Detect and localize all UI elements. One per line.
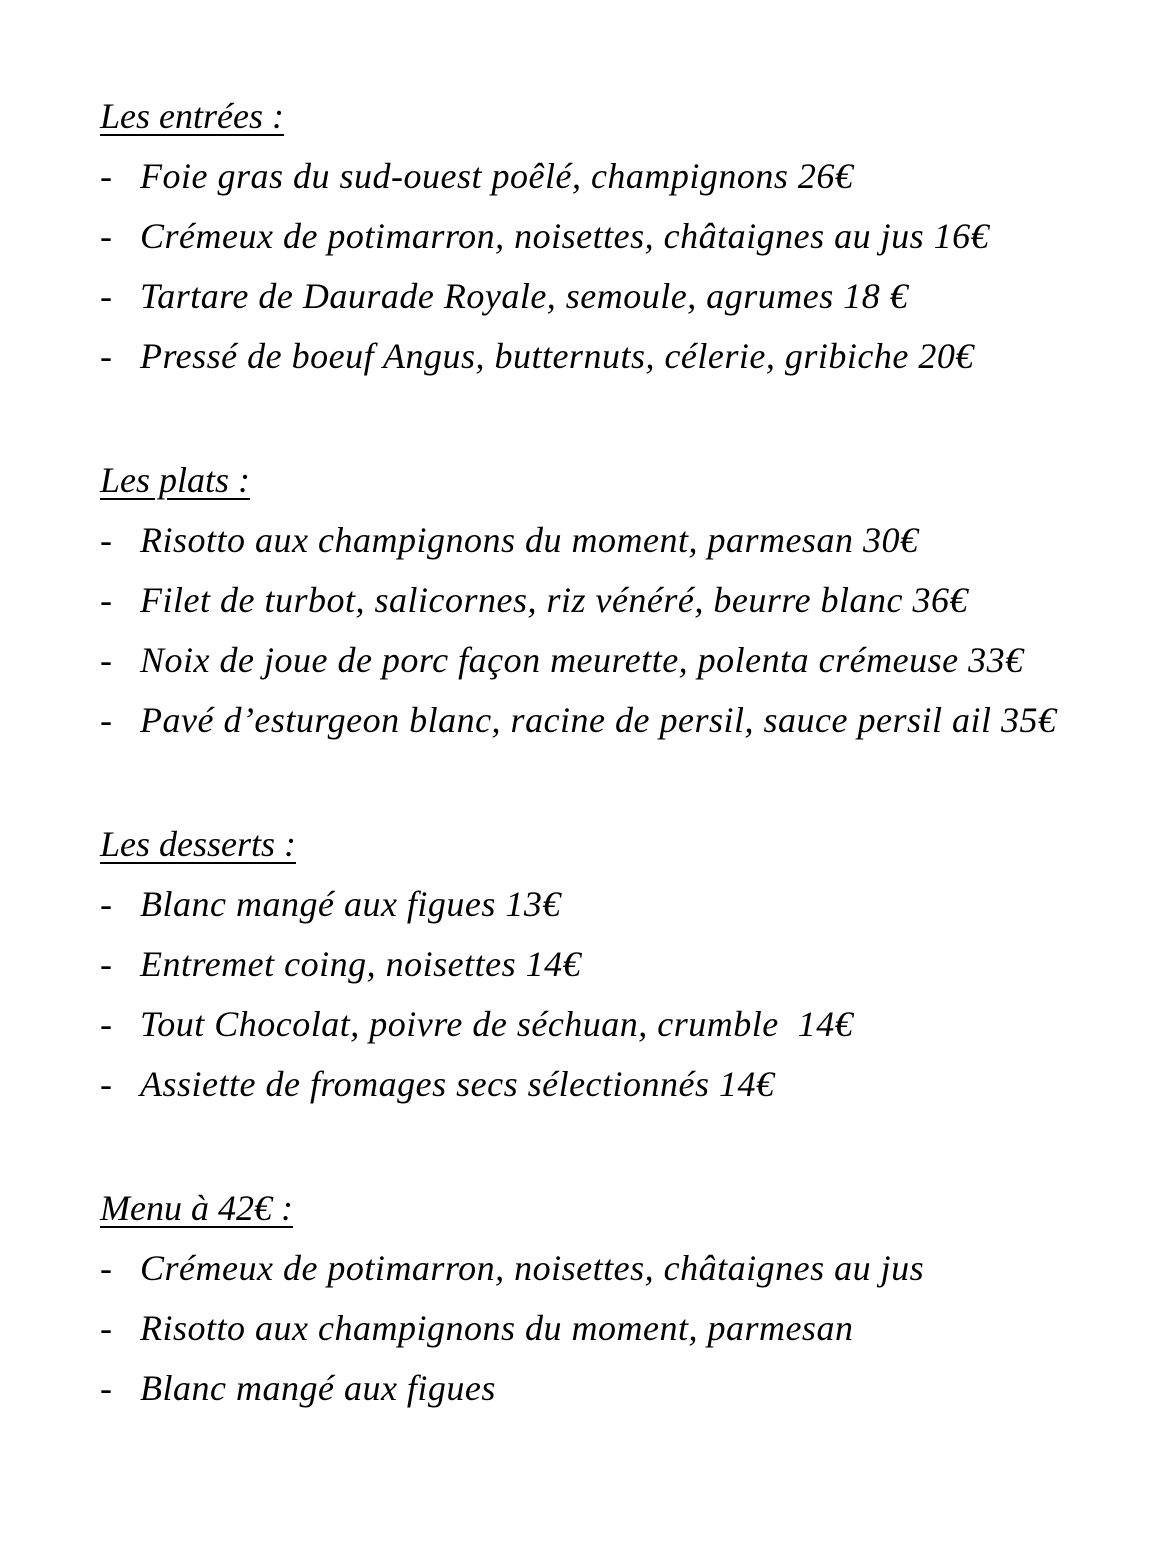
dash-bullet: - bbox=[100, 216, 112, 256]
menu-item-text: Risotto aux champignons du moment, parmesan bbox=[140, 1308, 854, 1348]
menu-item-text: Filet de turbot, salicornes, riz vénéré, beurre blanc 36€ bbox=[140, 580, 969, 620]
dash-bullet: - bbox=[100, 1308, 112, 1348]
menu-item bbox=[100, 1298, 1115, 1358]
dash-bullet: - bbox=[100, 520, 112, 560]
menu-item bbox=[100, 146, 1115, 206]
menu-item-text: Crémeux de potimarron, noisettes, châtaignes au jus bbox=[140, 1248, 925, 1288]
menu-item bbox=[100, 934, 1115, 994]
menu-item-text: Foie gras du sud-ouest poêlé, champignons 26€ bbox=[140, 156, 854, 196]
section-desserts bbox=[100, 814, 1115, 1114]
menu-item-text: Tout Chocolat, poivre de séchuan, crumble 14€ bbox=[140, 1004, 854, 1044]
menu-item bbox=[100, 326, 1115, 386]
menu-item bbox=[100, 1358, 1115, 1418]
menu-item bbox=[100, 874, 1115, 934]
menu-item-text: Crémeux de potimarron, noisettes, châtaignes au jus 16€ bbox=[140, 216, 990, 256]
dash-bullet: - bbox=[100, 1368, 112, 1408]
dash-bullet: - bbox=[100, 700, 112, 740]
section-title: Les entrées : bbox=[100, 96, 284, 136]
dash-bullet: - bbox=[100, 580, 112, 620]
menu-item-text: Blanc mangé aux figues bbox=[140, 1368, 496, 1408]
dash-bullet: - bbox=[100, 1004, 112, 1044]
menu-item bbox=[100, 510, 1115, 570]
dash-bullet: - bbox=[100, 944, 112, 984]
section-title: Menu à 42€ : bbox=[100, 1188, 293, 1228]
menu-item-text: Entremet coing, noisettes 14€ bbox=[140, 944, 582, 984]
dash-bullet: - bbox=[100, 1064, 112, 1104]
dash-bullet: - bbox=[100, 276, 112, 316]
menu-item bbox=[100, 690, 1115, 750]
section-entrees bbox=[100, 86, 1115, 386]
dash-bullet: - bbox=[100, 156, 112, 196]
menu-item-text: Pressé de boeuf Angus, butternuts, célerie, gribiche 20€ bbox=[140, 336, 974, 376]
dash-bullet: - bbox=[100, 336, 112, 376]
menu-item-text: Pavé d’esturgeon blanc, racine de persil, sauce persil ail 35€ bbox=[140, 700, 1057, 740]
menu-item-text: Risotto aux champignons du moment, parmesan 30€ bbox=[140, 520, 919, 560]
menu-item bbox=[100, 206, 1115, 266]
dash-bullet: - bbox=[100, 884, 112, 924]
menu-item-text: Noix de joue de porc façon meurette, polenta crémeuse 33€ bbox=[140, 640, 1024, 680]
menu-item bbox=[100, 994, 1115, 1054]
menu-item-text: Assiette de fromages secs sélectionnés 14€ bbox=[140, 1064, 775, 1104]
menu-item-text: Tartare de Daurade Royale, semoule, agrumes 18 € bbox=[140, 276, 909, 316]
section-plats bbox=[100, 450, 1115, 750]
dash-bullet: - bbox=[100, 640, 112, 680]
section-menu-42 bbox=[100, 1178, 1115, 1418]
menu-item bbox=[100, 1054, 1115, 1114]
menu-item bbox=[100, 266, 1115, 326]
section-title: Les desserts : bbox=[100, 824, 296, 864]
menu-item bbox=[100, 1238, 1115, 1298]
menu-item bbox=[100, 630, 1115, 690]
section-title: Les plats : bbox=[100, 460, 251, 500]
dash-bullet: - bbox=[100, 1248, 112, 1288]
menu-item-text: Blanc mangé aux figues 13€ bbox=[140, 884, 561, 924]
menu-item bbox=[100, 570, 1115, 630]
